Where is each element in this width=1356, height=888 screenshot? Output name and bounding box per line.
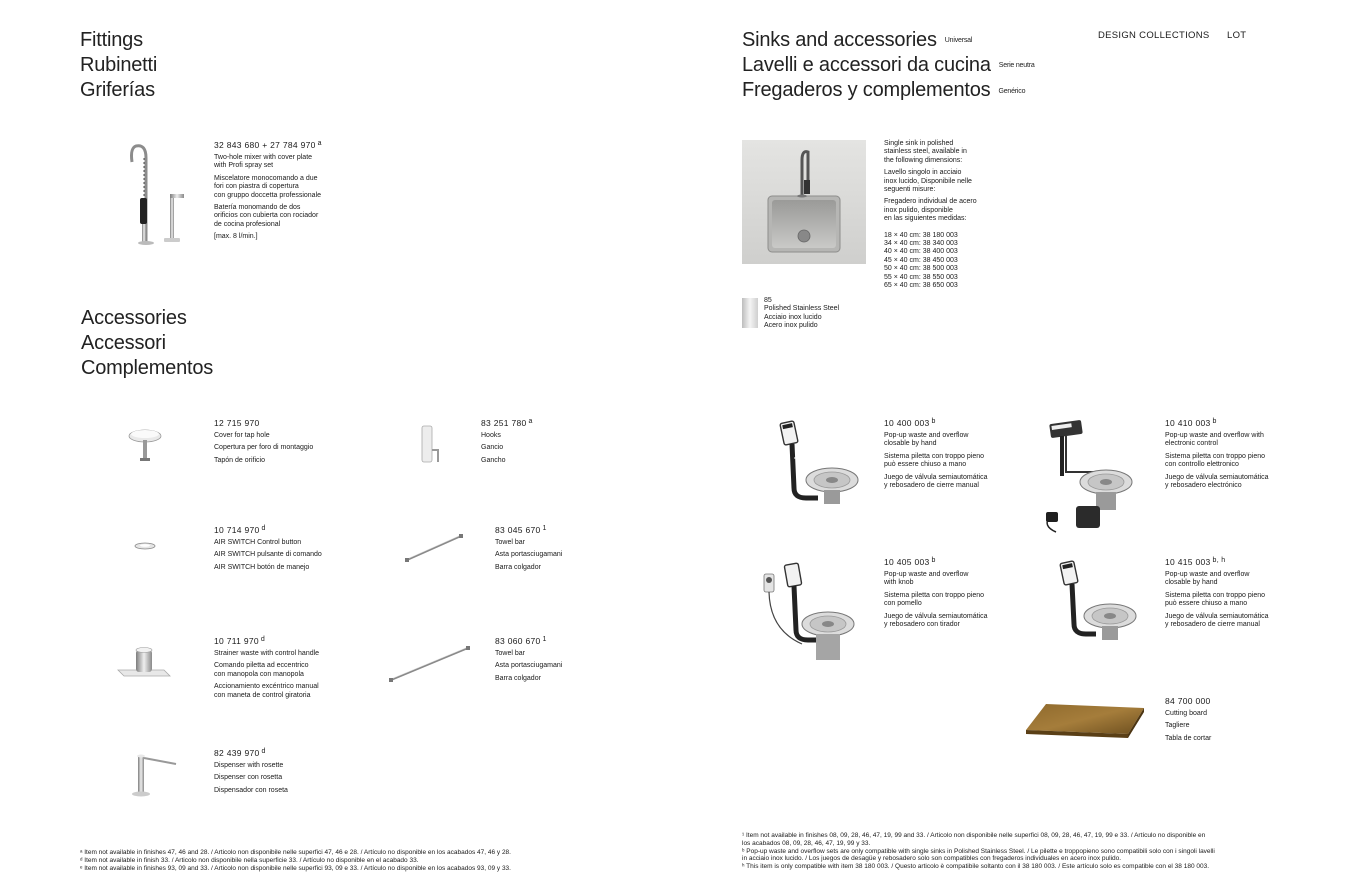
accessory-item-hooks	[481, 418, 621, 469]
sinks-title-es: Fregaderos y complementos Genérico	[742, 79, 1026, 102]
sink-accessory-line-it: Sistema piletta con troppo pieno con controllo elettronico	[1165, 452, 1266, 469]
accessory-line-it: Copertura per foro di montaggio	[214, 444, 314, 452]
accessory-code: 83 060 670 $^1$	[495, 636, 547, 646]
accessory-line-it: AIR SWITCH pulsante di comando	[214, 551, 322, 559]
fittings-title-it: Rubinetti	[80, 54, 158, 76]
sink-line-it: Lavello singolo in acciaio inox lucido, Disponibile nelle seguenti misure:	[884, 169, 972, 194]
footnote: ᵇ Pop-up waste and overflow sets are only compatible with single sinks in Polished Stainless Steel. / Le pilette e troppopieno sono compatibili solo con i singoli lavelli in acciaio inox lucido. / Los juegos de desagüe y rebosadero solo son compatibles con fregaderos individuales en acero inox pulido.	[742, 847, 1215, 863]
footnote: ᵃ Item not available in finishes 47, 46 and 28. / Articolo non disponibile nelle superfici 47, 46 e 28. / Artículo no disponible en los acabados 47, 46 y 28.	[80, 849, 511, 856]
sink-accessory-line-es: Juego de válvula semiautomática y rebosadero electrónico	[1165, 473, 1269, 490]
accessory-line-en: Dispenser with rosette	[214, 762, 284, 769]
sink-accessory-item	[1165, 557, 1295, 633]
sink-accessory-line-it: Sistema piletta con troppo pieno può essere chiuso a mano	[884, 452, 985, 469]
single-sink-description	[884, 140, 1014, 291]
accessories-title-it: Accessori	[81, 332, 166, 354]
sink-accessory-code: 10 410 003 $^b$	[1165, 418, 1217, 428]
sink-size: 18 × 40 cm: 38 180 003	[884, 231, 958, 239]
sink-accessory-line-it: Sistema piletta con troppo pieno può essere chiuso a mano	[1165, 591, 1266, 608]
fittings-title-en: Fittings	[80, 29, 143, 51]
sink-accessory-item	[1165, 418, 1295, 494]
nav-design-collections[interactable]: DESIGN COLLECTIONS	[1098, 30, 1210, 41]
accessory-item-towel-bar	[495, 525, 635, 576]
accessory-line-en: AIR SWITCH Control button	[214, 539, 302, 546]
sink-accessory-line-en: Cutting board	[1165, 710, 1208, 717]
accessory-line-es: Gancho	[481, 456, 506, 464]
accessory-item-towel-bar-long	[495, 636, 635, 687]
accessory-line-it: Asta portasciugamani	[495, 662, 563, 670]
finish-label	[764, 297, 884, 331]
footnote: ᵈ Item not available in finish 33. / Articolo non disponibile nella superficie 33. / Artículo no disponible en el acabado 33.	[80, 856, 419, 864]
sink-accessory-code: 10 400 003 $^b$	[884, 418, 936, 428]
sink-accessory-line-es: Juego de válvula semiautomática y rebosadero de cierre manual	[884, 473, 988, 490]
accessory-line-es: Tapón de orificio	[214, 456, 265, 464]
towel-bar-long-image	[388, 644, 472, 684]
fittings-item-flow: [max. 8 l/min.]	[214, 233, 258, 241]
accessory-code: 83 251 780 $^a$	[481, 418, 533, 428]
accessory-line-it: Comando piletta ad eccentrico con manopola con manopola	[214, 662, 309, 678]
sink-accessory-line-it: Tagliere	[1165, 722, 1190, 730]
accessory-line-es: Accionamiento excéntrico manual con maneta de control giratoria	[214, 683, 319, 699]
accessory-line-es: Barra colgador	[495, 674, 541, 682]
finish-it: Acciaio inox lucido	[764, 313, 822, 321]
footnote: ᵉ Item not available in finishes 93, 09 and 33. / Articolo non disponibile nelle superfici 93, 09 e 33. / Artículo no disponible en los acabados 93, 09 y 33.	[80, 864, 511, 872]
accessories-title-en: Accessories	[81, 307, 187, 329]
finish-es: Acero inox pulido	[764, 322, 818, 330]
accessory-item-dispenser	[214, 748, 354, 799]
sink-size: 65 × 40 cm: 38 650 003	[884, 282, 958, 290]
sink-size: 50 × 40 cm: 38 500 003	[884, 265, 958, 273]
accessory-line-it: Asta portasciugamani	[495, 551, 563, 559]
accessory-line-en: Cover for tap hole	[214, 432, 270, 439]
fittings-item-line-it: Miscelatore monocomando a due fori con piastra di copertura con gruppo doccetta professionale	[214, 174, 322, 199]
sink-accessory-code: 84 700 000	[1165, 696, 1211, 706]
sink-accessory-line-en: Pop-up waste and overflow with knob	[884, 571, 969, 587]
accessories-heading	[81, 306, 213, 381]
finish-en: Polished Stainless Steel	[764, 305, 840, 313]
footnotes-left	[80, 849, 640, 872]
finish-code: 85	[764, 297, 772, 304]
air-switch-image	[132, 540, 158, 552]
accessory-code: 12 715 970	[214, 418, 260, 428]
sink-size: 55 × 40 cm: 38 550 003	[884, 273, 958, 281]
sink-size: 34 × 40 cm: 38 340 003	[884, 240, 958, 248]
accessory-item-air-switch	[214, 525, 354, 576]
sink-accessory-item	[884, 418, 1014, 494]
accessory-code: 82 439 970 $^d$	[214, 748, 266, 758]
footnote: ʰ This item is only compatible with item 38 180 003. / Questo articolo è compatibile soltanto con il 38 180 003. / Este artículo solo es compatible con el 38 180 003.	[742, 863, 1210, 871]
accessory-line-it: Gancio	[481, 444, 504, 452]
accessory-line-es: AIR SWITCH botón de manejo	[214, 563, 310, 571]
sink-accessory-line-es: Juego de válvula semiautomática y rebosadero con tirador	[884, 612, 988, 629]
accessory-line-es: Barra colgador	[495, 563, 541, 571]
footnote: ¹ Item not available in finishes 08, 09, 28, 46, 47, 19, 99 and 33. / Articolo non disponibile nelle superfici 08, 09, 28, 46, 47, 19, 99 e 33. / Artículo no disponible en los acabados 08, 09, 28, 46, 47, 19, 99 y 33.	[742, 832, 1206, 847]
fittings-title-es: Griferías	[80, 79, 155, 101]
accessory-code: 10 711 970 $^d$	[214, 636, 266, 646]
finish-swatch	[742, 298, 758, 328]
sinks-heading	[742, 28, 1035, 104]
accessory-code: 10 714 970 $^d$	[214, 525, 266, 535]
sink-line-es: Fregadero individual de acero inox pulido, disponible en las siguientes medidas:	[884, 198, 977, 223]
accessory-line-en: Hooks	[481, 432, 501, 439]
accessory-code: 83 045 670 $^1$	[495, 525, 547, 535]
sink-accessory-line-it: Sistema piletta con troppo pieno con pomello	[884, 591, 985, 608]
dispenser-image	[124, 750, 182, 800]
accessory-line-en: Strainer waste with control handle	[214, 650, 320, 657]
sink-accessory-item	[884, 557, 1014, 633]
single-sink-image	[742, 140, 866, 264]
nav-lot[interactable]: LOT	[1227, 30, 1247, 41]
sink-accessory-code: 10 415 003 $^{b, h}$	[1165, 557, 1226, 567]
sink-accessory-line-en: Pop-up waste and overflow with electronic control	[1165, 432, 1264, 448]
sink-accessory-item	[1165, 696, 1295, 747]
sink-accessory-line-en: Pop-up waste and overflow closable by hand	[1165, 571, 1250, 587]
sinks-title-it: Lavelli e accessori da cucina Serie neutra	[742, 54, 1035, 77]
sink-size: 40 × 40 cm: 38 400 003	[884, 248, 958, 256]
fittings-item-line-es: Batería monomando de dos orificios con cubierta con rociador de cocina profesional	[214, 204, 319, 228]
popup-waste-electronic-image	[1036, 416, 1140, 540]
accessories-title-es: Complementos	[81, 357, 214, 379]
accessory-line-en: Towel bar	[495, 539, 525, 546]
sink-line-en: Single sink in polished stainless steel, available in the following dimensions:	[884, 140, 967, 164]
popup-waste-manual-image	[772, 418, 866, 510]
sink-accessory-line-es: Tabla de cortar	[1165, 734, 1212, 742]
popup-waste-manual-image-2	[1054, 558, 1140, 646]
mixer-tap-image	[118, 138, 198, 248]
sink-accessory-code: 10 405 003 $^b$	[884, 557, 936, 567]
fittings-item-line-en: Two-hole mixer with cover plate with Profi spray set	[214, 154, 313, 170]
sinks-title-en: Sinks and accessories Universal	[742, 29, 973, 51]
sink-accessory-line-es: Juego de válvula semiautomática y rebosadero de cierre manual	[1165, 612, 1269, 629]
accessory-item-strainer-control	[214, 636, 354, 704]
accessory-line-es: Dispensador con roseta	[214, 786, 288, 794]
fittings-item-code: 32 843 680 + 27 784 970 $^a$	[214, 140, 322, 150]
fittings-heading	[80, 28, 157, 103]
accessory-line-en: Towel bar	[495, 650, 525, 657]
popup-waste-knob-image	[762, 560, 862, 668]
cutting-board-image	[1024, 700, 1148, 742]
strainer-control-image	[114, 644, 172, 680]
fittings-item	[214, 140, 354, 246]
tap-hole-cover-image	[124, 424, 166, 470]
sink-accessory-line-en: Pop-up waste and overflow closable by hand	[884, 432, 969, 448]
accessory-item-tap-hole-cover	[214, 418, 354, 469]
footnotes-right	[742, 832, 1302, 871]
sink-size: 45 × 40 cm: 38 450 003	[884, 256, 958, 264]
hooks-image	[414, 422, 444, 468]
towel-bar-image	[404, 532, 464, 564]
accessory-line-it: Dispenser con rosetta	[214, 774, 283, 782]
